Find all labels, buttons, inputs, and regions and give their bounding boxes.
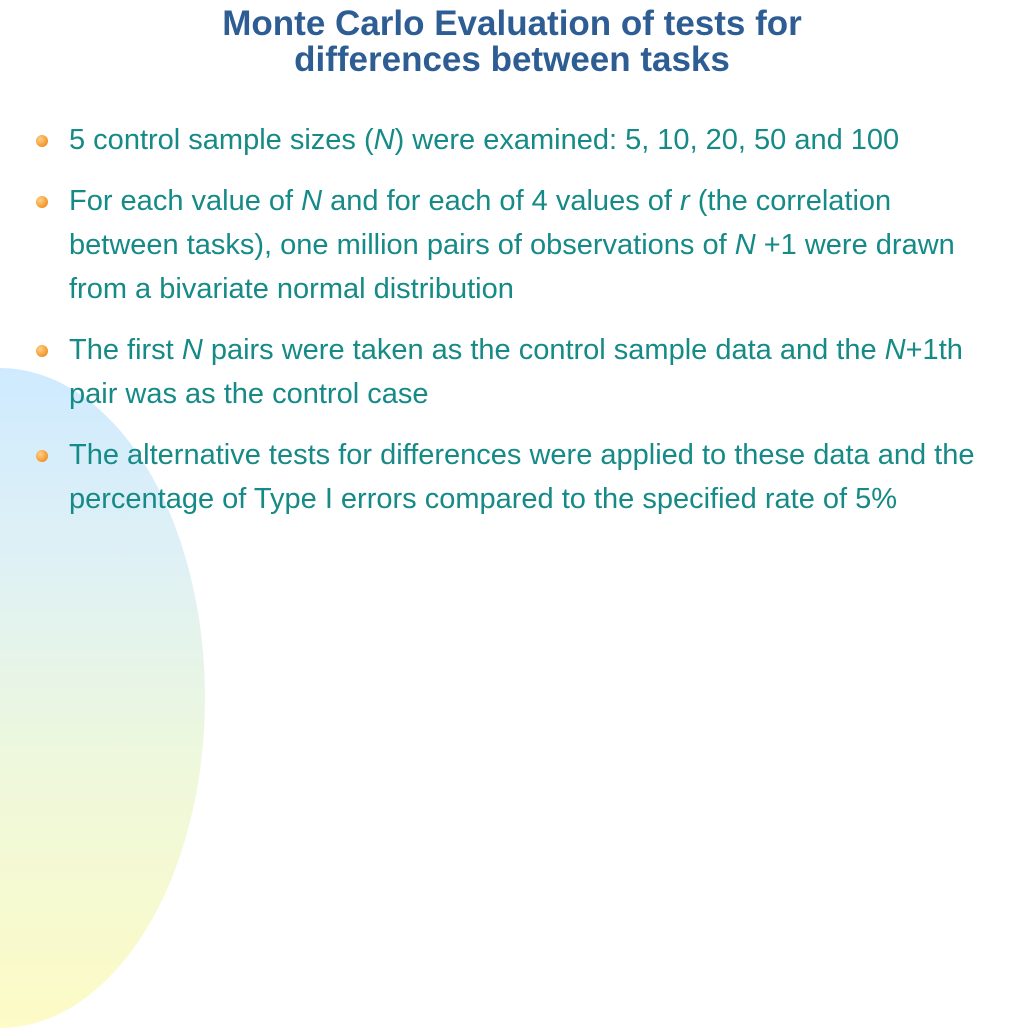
bullet-text xyxy=(69,124,899,156)
text-run: +1th pair was as the control case xyxy=(69,334,963,410)
variable-n: N xyxy=(373,124,395,156)
text-run: ) were examined: 5, 10, 20, 50 and 100 xyxy=(394,124,900,156)
variable-n: N xyxy=(734,229,756,261)
bullet-list xyxy=(34,118,994,538)
bullet-dot-icon xyxy=(36,196,48,208)
bullet-text xyxy=(69,439,974,515)
bullet-item-type-i-errors xyxy=(34,433,994,521)
variable-r: r xyxy=(680,185,690,217)
bullet-text xyxy=(69,185,955,305)
slide-title-line-2: differences between tasks xyxy=(294,40,730,79)
text-run: 5 control sample sizes ( xyxy=(69,124,374,156)
bullet-item-simulation xyxy=(34,179,994,311)
variable-n: N xyxy=(181,334,203,366)
slide-title-line-1: Monte Carlo Evaluation of tests for xyxy=(222,4,802,43)
text-run: (the correlation between tasks), one million pairs of observations of xyxy=(69,185,892,261)
bullet-dot-icon xyxy=(36,135,48,147)
text-run: and for each of 4 values of xyxy=(322,185,680,217)
variable-n: N xyxy=(301,185,323,217)
text-run: pairs were taken as the control sample data and the xyxy=(202,334,885,366)
text-run: The first xyxy=(69,334,182,366)
slide-title xyxy=(0,6,1024,78)
bullet-item-sample-sizes xyxy=(34,118,994,162)
bullet-dot-icon xyxy=(36,450,48,462)
bullet-text xyxy=(69,334,963,410)
bullet-item-control-case xyxy=(34,328,994,416)
text-run: The alternative tests for differences were applied to these data and the percentage of Type I errors compared to the specified rate of 5% xyxy=(69,439,975,515)
bullet-dot-icon xyxy=(36,345,48,357)
variable-n: N xyxy=(884,334,906,366)
text-run: +1 were drawn from a bivariate normal distribution xyxy=(69,229,955,305)
text-run: For each value of xyxy=(69,185,302,217)
